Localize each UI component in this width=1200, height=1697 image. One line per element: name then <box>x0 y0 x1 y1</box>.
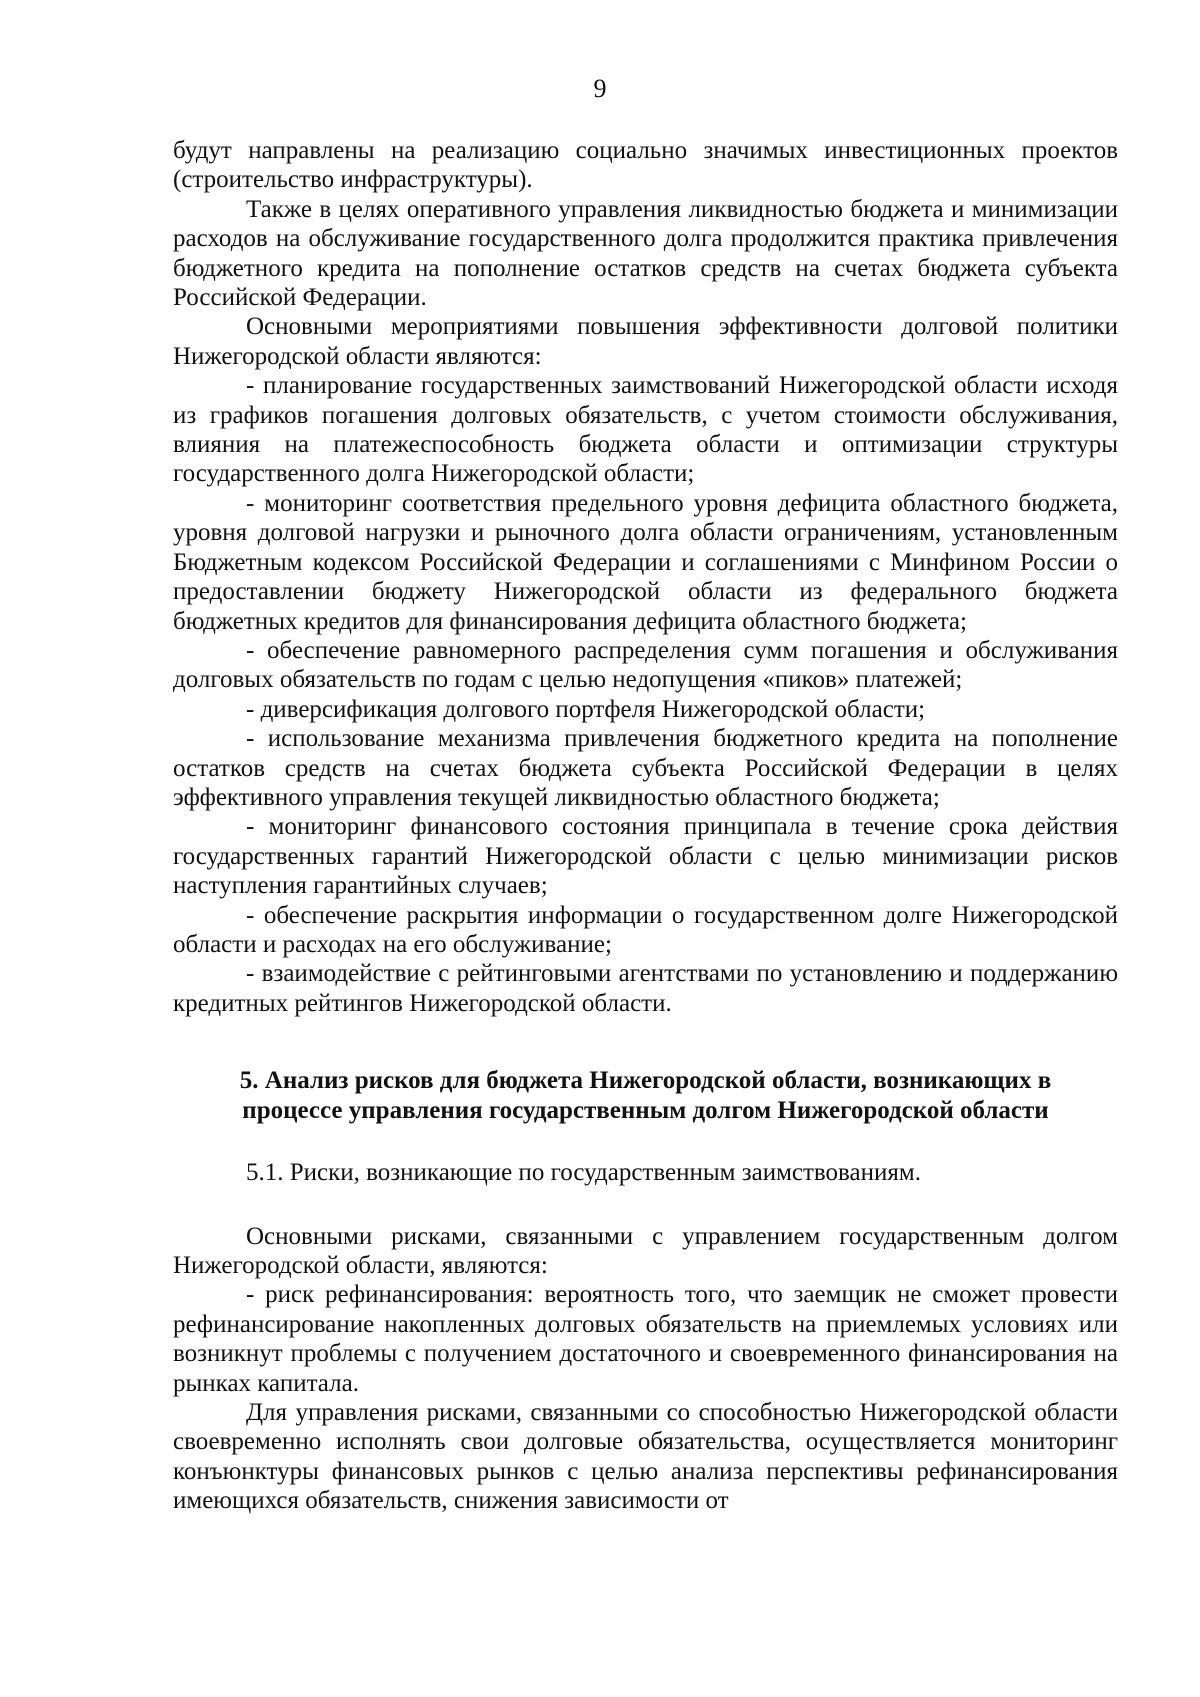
paragraph: Основными рисками, связанными с управлением государственным долгом Нижегородской области, являются: <box>173 1222 1118 1279</box>
list-item: - мониторинг соответствия предельного уровня дефицита областного бюджета, уровня долговой нагрузки и рыночного долга области ограничениям, установленным Бюджетным кодексом Российской Федерации и соглашениями с Минфином России о предоставлении бюджету Нижегородской области из федерального бюджета бюджетных кредитов для финансирования дефицита областного бюджета; <box>173 489 1118 635</box>
paragraph: Для управления рисками, связанными со способностью Нижегородской области своевременно исполнять свои долговые обязательства, осуществляется мониторинг конъюнктуры финансовых рынков с целью анализа перспективы рефинансирования имеющихся обязательств, снижения зависимости от <box>173 1399 1118 1515</box>
list-item: - диверсификация долгового портфеля Нижегородской области; <box>246 695 926 723</box>
section-heading-line: процессе управления государственным долгом Нижегородской области <box>242 1097 1049 1125</box>
page-number: 9 <box>593 74 607 103</box>
paragraph: Основными мероприятиями повышения эффективности долговой политики Нижегородской области являются: <box>173 313 1118 370</box>
paragraph: Также в целях оперативного управления ликвидностью бюджета и минимизации расходов на обслуживание государственного долга продолжится практика привлечения бюджетного кредита на пополнение остатков средств на счетах бюджета субъекта Российской Федерации. <box>173 195 1118 312</box>
list-item: - мониторинг финансового состояния принципала в течение срока действия государственных гарантий Нижегородской области с целью минимизации рисков наступления гарантийных случаев; <box>173 813 1118 900</box>
subsection-title: 5.1. Риски, возникающие по государственным заимствованиям. <box>246 1159 921 1187</box>
list-item: - обеспечение раскрытия информации о государственном долге Нижегородской области и расходах на его обслуживание; <box>173 901 1118 958</box>
list-item: - планирование государственных заимствований Нижегородской области исходя из графиков погашения долговых обязательств, с учетом стоимости обслуживания, влияния на платежеспособность бюджета области и оптимизации структуры государственного долга Нижегородской области; <box>173 372 1118 488</box>
list-item: - риск рефинансирования: вероятность того, что заемщик не сможет провести рефинансирование накопленных долговых обязательств на приемлемых условиях или возникнут проблемы с получением достаточного и своевременного финансирования на рынках капитала. <box>173 1281 1118 1397</box>
section-heading-line: 5. Анализ рисков для бюджета Нижегородской области, возникающих в <box>239 1067 1052 1095</box>
list-item: - обеспечение равномерного распределения сумм погашения и обслуживания долговых обязательств по годам с целью недопущения «пиков» платежей; <box>173 636 1118 694</box>
list-item: - использование механизма привлечения бюджетного кредита на пополнение остатков средств на счетах бюджета субъекта Российской Федерации в целях эффективного управления текущей ликвидностью областного бюджета; <box>173 725 1118 811</box>
list-item: - взаимодействие с рейтинговыми агентствами по установлению и поддержанию кредитных рейтингов Нижегородской области. <box>173 960 1118 1017</box>
paragraph: будут направлены на реализацию социально значимых инвестиционных проектов (строительство инфраструктуры). <box>173 137 1118 194</box>
document-body <box>173 136 1118 1516</box>
section-heading <box>173 1066 1118 1126</box>
